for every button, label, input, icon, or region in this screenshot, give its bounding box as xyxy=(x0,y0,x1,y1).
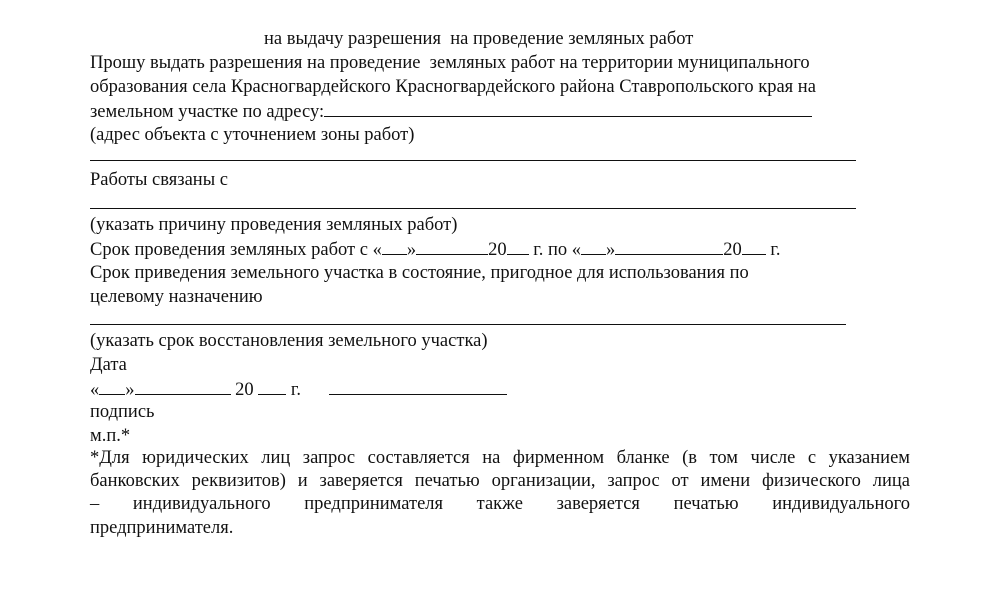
footnote-line-1: *Для юридических лиц запрос составляется на фирменном бланке (в том числе с указанием xyxy=(90,448,910,468)
date-day-blank[interactable] xyxy=(99,377,125,395)
date-line xyxy=(90,377,507,402)
term-from-year-blank[interactable] xyxy=(507,237,529,255)
date-year-suffix: г. xyxy=(290,380,302,400)
document-title: на выдачу разрешения на проведение земляных работ xyxy=(264,29,694,49)
signature-label: подпись xyxy=(90,402,155,422)
date-label: Дата xyxy=(90,355,127,375)
term-to-day-blank[interactable] xyxy=(581,237,606,255)
term-to-year-blank[interactable] xyxy=(742,237,766,255)
restore-line-1: Срок приведения земельного участка в состояние, пригодное для использования по xyxy=(90,263,749,283)
address-blank-line[interactable] xyxy=(90,160,856,161)
term-from-month-blank[interactable] xyxy=(416,237,488,255)
restore-hint: (указать срок восстановления земельного участка) xyxy=(90,331,488,351)
term-quote-close-2: » xyxy=(606,240,616,260)
term-quote-close: » xyxy=(406,240,417,260)
works-term-line xyxy=(90,237,781,262)
request-line-2: образования села Красногвардейского Красногвардейского района Ставропольского края на xyxy=(90,77,816,97)
footnote-line-4: предпринимателя. xyxy=(90,518,234,538)
date-month-blank[interactable] xyxy=(135,377,231,395)
address-label: земельном участке по адресу: xyxy=(90,102,325,122)
footnote-line-3: – индивидуального предпринимателя также заверяется печатью индивидуального xyxy=(90,494,910,514)
reason-blank-line[interactable] xyxy=(90,208,856,209)
date-quote-close: » xyxy=(125,380,135,400)
date-year-blank[interactable] xyxy=(258,377,286,395)
date-year-prefix: 20 xyxy=(235,380,254,400)
term-from-label: Срок проведения земляных работ с « xyxy=(90,240,382,260)
term-to-month-blank[interactable] xyxy=(615,237,723,255)
term-to-year-prefix: 20 xyxy=(723,240,742,260)
restore-blank-line[interactable] xyxy=(90,324,846,325)
term-from-day-blank[interactable] xyxy=(382,237,407,255)
works-label: Работы связаны с xyxy=(90,170,228,190)
request-line-1: Прошу выдать разрешения на проведение земляных работ на территории муниципального xyxy=(90,53,810,73)
signature-blank[interactable] xyxy=(329,377,507,395)
stamp-label: м.п.* xyxy=(90,426,131,446)
request-line-3 xyxy=(90,99,812,124)
term-to-label: г. по « xyxy=(533,240,582,260)
term-year-suffix: г. xyxy=(770,240,781,260)
term-from-year-prefix: 20 xyxy=(488,240,507,260)
reason-hint: (указать причину проведения земляных работ) xyxy=(90,215,458,235)
restore-line-2: целевому назначению xyxy=(90,287,263,307)
date-quote-open: « xyxy=(90,380,100,400)
address-blank[interactable] xyxy=(324,99,812,117)
address-hint: (адрес объекта с уточнением зоны работ) xyxy=(90,125,415,145)
footnote-line-2: банковских реквизитов) и заверяется печатью организации, запрос от имени физического лица xyxy=(90,471,910,491)
